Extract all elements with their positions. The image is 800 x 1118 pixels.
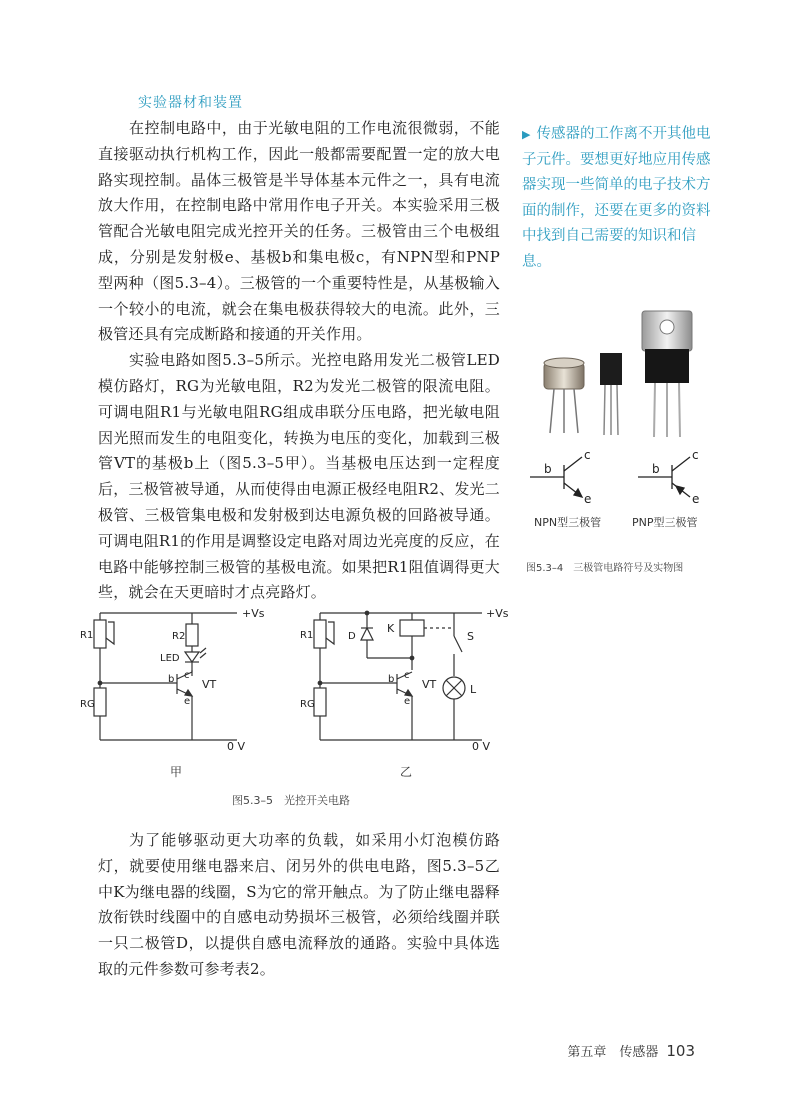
jia-vt-label: VT [202,678,217,691]
metal-can-transistor-photo [544,358,584,433]
yi-d-label: D [348,631,356,642]
npn-label: NPN型三极管 [534,516,602,529]
yi-k-label: K [387,622,395,635]
paragraph-1: 在控制电路中，由于光敏电阻的工作电流很微弱，不能直接驱动执行机构工作，因此一般都需要配置一定的放大电路实现控制。晶体三极管是半导体基本元件之一，具有电流放大作用，在控制电路中常用作电子开关。本实验采用三极管配合光敏电阻完成光控开关的任务。三极管由三个电极组成，分别是发射极e、基极b和集电极c，有NPN型和PNP型两种（图5.3–4）。三极管的一个重要特性是，从基极输入一个较小的电流，就会在集电极获得较大的电流。此外，三极管还具有完成断路和接通的开关作用。 [98,119,500,344]
sidenote [522,122,714,275]
jia-b-label: b [168,674,175,685]
body-text-upper [98,116,500,606]
sidenote-marker-icon: ▶ [522,128,531,141]
npn-pin-c: c [584,448,591,462]
jia-rg-label: RG [80,699,95,710]
figure-5-3-4 [520,305,730,585]
figure-5-3-4-caption: 图5.3–4 三极管电路符号及实物图 [526,563,684,574]
yi-s-label: S [467,630,474,643]
section-heading: 实验器材和装置 [138,95,243,111]
yi-r1-label: R1 [300,630,314,641]
page-footer [567,1041,695,1060]
yi-sublabel: 乙 [400,765,413,779]
jia-zero-label: 0 V [227,740,246,753]
yi-vs-label: +Vs [486,607,509,620]
jia-r2-label: R2 [172,631,186,642]
pnp-pin-e: e [692,492,700,506]
yi-rg-label: RG [300,699,315,710]
pnp-label: PNP型三极管 [632,516,698,529]
plastic-transistor-photo [600,353,622,435]
jia-led-label: LED [160,653,180,664]
jia-vs-label: +Vs [242,607,265,620]
paragraph-3: 为了能够驱动更大功率的负载，如采用小灯泡模仿路灯，就要使用继电器来启、闭另外的供电电路，图5.3–5乙中K为继电器的线圈，S为它的常开触点。为了防止继电器释放衔铁时线圈中的自感电动势损坏三极管，必须给线圈并联一只二极管D，以提供自感电流释放的通路。实验中具体选取的元件参数可参考表2。 [98,831,500,978]
figure-5-3-5-caption: 图5.3–5 光控开关电路 [232,794,350,807]
yi-vt-label: VT [422,678,437,691]
pnp-pin-c: c [692,448,699,462]
paragraph-2: 实验电路如图5.3–5所示。光控电路用发光二极管LED模仿路灯，RG为光敏电阻，R2为发光二极管的限流电阻。可调电阻R1与光敏电阻RG组成串联分压电路，把光敏电阻因光照而发生的电阻变化，转换为电压的变化，加载到三极管VT的基极b上（图5.3–5甲）。当基极电压达到一定程度后，三极管被导通，从而使得由电源正极经电阻R2、发光二极管、三极管集电极和发射极到达电源负极的回路被导通。可调电阻R1的作用是调整设定电路对周边光亮度的反应，在电路中能够控制三极管的基极电流。如果把R1阻值调得更大些，就会在天更暗时才点亮路灯。 [98,351,500,602]
body-text-lower [98,828,500,983]
npn-pin-e: e [584,492,592,506]
npn-symbol [530,457,582,497]
figure-5-3-5 [82,598,512,813]
jia-c-label: c [184,670,190,681]
yi-l-label: L [470,683,477,696]
yi-b-label: b [388,674,395,685]
jia-sublabel: 甲 [170,765,183,779]
page-number: 103 [666,1042,695,1060]
yi-c-label: c [404,670,410,681]
jia-r1-label: R1 [80,630,94,641]
circuit-jia [94,613,237,740]
sidenote-text: 传感器的工作离不开其他电子元件。要想更好地应用传感器实现一些简单的电子技术方面的制作，还要在更多的资料中找到自己需要的知识和信息。 [522,126,711,270]
yi-zero-label: 0 V [472,740,491,753]
yi-e-label: e [404,696,411,707]
pnp-pin-b: b [652,462,660,476]
power-transistor-photo [642,311,692,437]
npn-pin-b: b [544,462,552,476]
circuit-yi [314,611,482,740]
pnp-symbol [638,457,690,497]
chapter-label: 第五章 传感器 [567,1045,659,1060]
jia-e-label: e [184,696,191,707]
